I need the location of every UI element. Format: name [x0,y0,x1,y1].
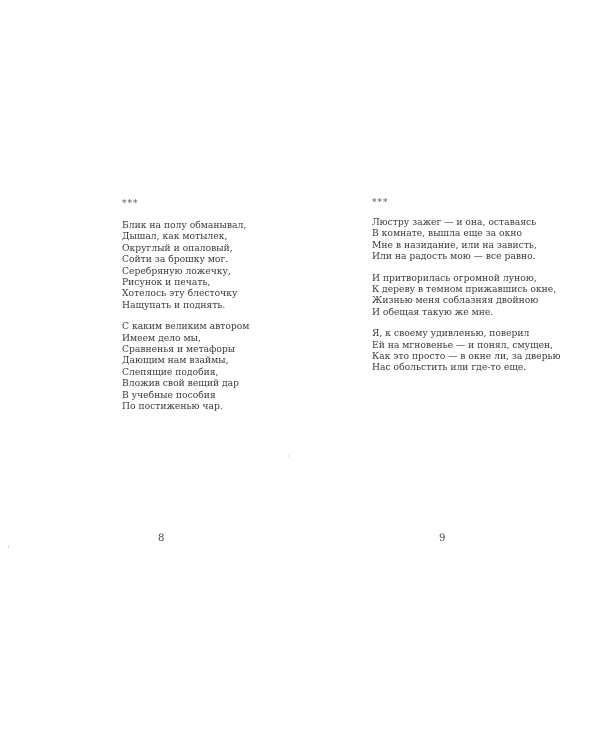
stanza [122,321,249,412]
poem [372,217,560,384]
poem-line: С каким великим автором [122,321,250,333]
poem-line: К дереву в темном прижавшись окне, [372,284,557,296]
poem-line: Рисунок и печать, [122,277,211,289]
poem-line: Вложив свой вещий дар [122,378,240,390]
poem [122,220,249,423]
poem-line: Я, к своему удивленью, поверил [372,328,530,340]
poem-line: Или на радость мою — все равно. [372,251,536,263]
poem-line: Нас обольстить или где-то еще. [372,362,527,374]
poem-line: Мне в назидание, или на зависть, [372,239,537,251]
stanza [372,217,560,263]
poem-line: Нащупать и поднять. [122,299,226,311]
section-ornament: *** [372,198,389,208]
poem-line: Люстру зажег — и она, оставаясь [372,217,537,228]
page-edge-mark [8,546,9,548]
stanza [122,220,249,311]
poem-line: Серебряную ложечку, [122,265,231,277]
right-page [300,0,600,750]
poem-line: Хотелось эту блесточку [122,288,238,300]
poem-line: Как это просто — в окне ли, за дверью [372,351,561,363]
section-ornament: *** [122,199,139,209]
poem-line: Жизнью меня соблазняя двойною [372,295,539,307]
poem-line: Имеем дело мы, [122,332,201,344]
poem-line: Дающим нам взаймы, [122,355,229,367]
poem-line: Блик на полу обманывал, [122,220,247,231]
poem-line: Слепящие подобия, [122,366,219,378]
stanza [372,328,560,374]
poem-line: В комнате, вышла еще за окно [372,228,522,240]
poem-line: Сравненья и метафоры [122,344,236,356]
poem-line: В учебные пособия [122,389,216,401]
poem-line: Округлый и опаловый, [122,242,233,254]
poem-line: Дышал, как мотылек, [122,231,228,243]
page-number: 8 [158,533,165,544]
stanza [372,273,560,319]
poem-line: Ей на мгновенье — и понял, смущен, [372,339,554,351]
poem-line: И обещая такую же мне. [372,306,494,318]
page-number: 9 [439,533,446,544]
poem-line: По постиженью чар. [122,401,223,413]
page-fold-mark [288,455,289,457]
poem-line: Сойти за брошку мог. [122,254,229,266]
poem-line: И притворилась огромной луною, [372,272,537,284]
